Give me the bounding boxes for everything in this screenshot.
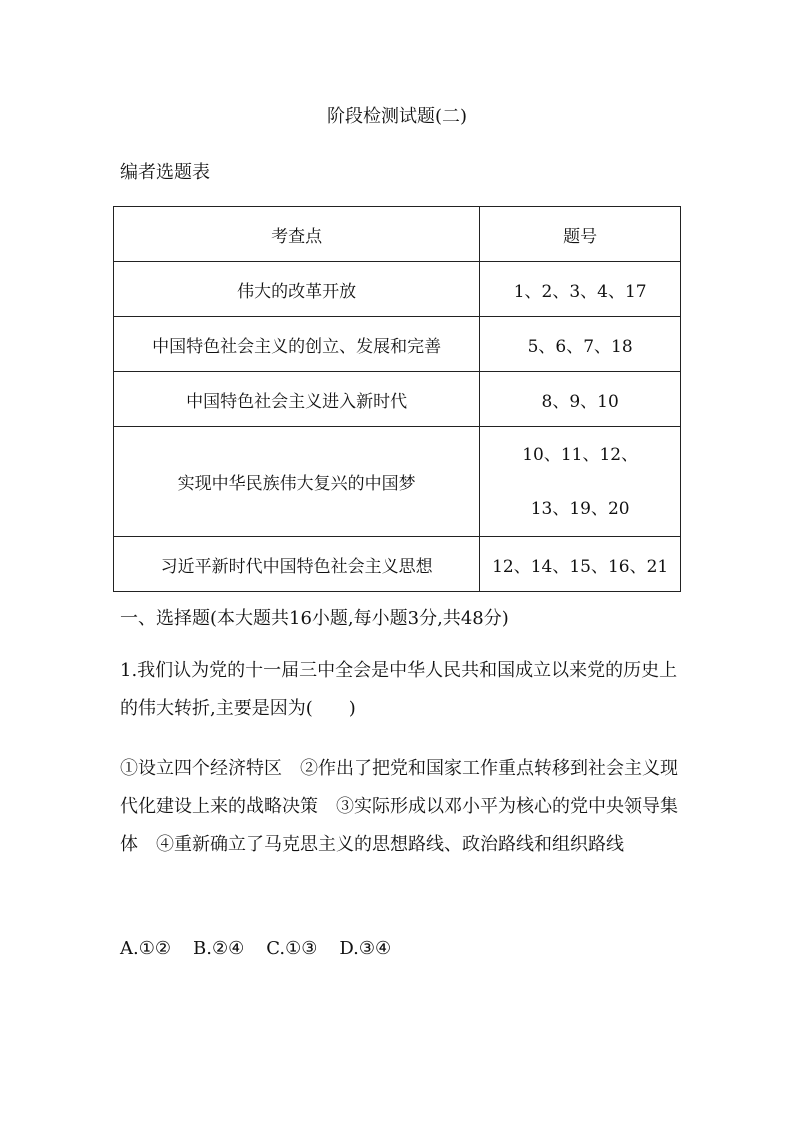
row-numbers: 1、2、3、4、17 [480, 262, 681, 317]
row-topic: 中国特色社会主义进入新时代 [114, 372, 480, 427]
table-row [114, 427, 681, 537]
table-row [114, 317, 681, 372]
section-heading: 一、选择题(本大题共16小题,每小题3分,共48分) [120, 608, 509, 629]
answer-choice-a: A.①② [120, 938, 171, 959]
question-statements: ①设立四个经济特区 ②作出了把党和国家工作重点转移到社会主义现代化建设上来的战略决策 ③实际形成以邓小平为核心的党中央领导集体 ④重新确立了马克思主义的思想路线、政治路线和组织路线 [120, 758, 678, 855]
answer-choice-b: B.②④ [193, 938, 245, 959]
row-numbers-line: 10、11、12、 [522, 444, 639, 465]
header-topic: 考查点 [114, 207, 480, 262]
row-topic: 伟大的改革开放 [114, 262, 480, 317]
row-numbers: 5、6、7、18 [480, 317, 681, 372]
table-row [114, 537, 681, 592]
row-numbers: 8、9、10 [480, 372, 681, 427]
table-header-row [114, 207, 681, 262]
row-numbers [480, 427, 681, 537]
row-topic: 实现中华民族伟大复兴的中国梦 [114, 427, 480, 537]
row-numbers-line: 13、19、20 [530, 498, 630, 519]
table-caption: 编者选题表 [120, 162, 210, 183]
header-numbers: 题号 [480, 207, 681, 262]
answer-choice-d: D.③④ [339, 938, 392, 959]
row-numbers: 12、14、15、16、21 [480, 537, 681, 592]
question-stem: 1.我们认为党的十一届三中全会是中华人民共和国成立以来党的历史上的伟大转折,主要是因为( ) [120, 660, 678, 719]
topic-table [113, 206, 681, 592]
answer-choice-c: C.①③ [266, 938, 318, 959]
table-row [114, 372, 681, 427]
page-title: 阶段检测试题(二) [326, 106, 468, 127]
answer-choices [120, 934, 413, 964]
row-topic: 习近平新时代中国特色社会主义思想 [114, 537, 480, 592]
row-topic: 中国特色社会主义的创立、发展和完善 [114, 317, 480, 372]
table-row [114, 262, 681, 317]
